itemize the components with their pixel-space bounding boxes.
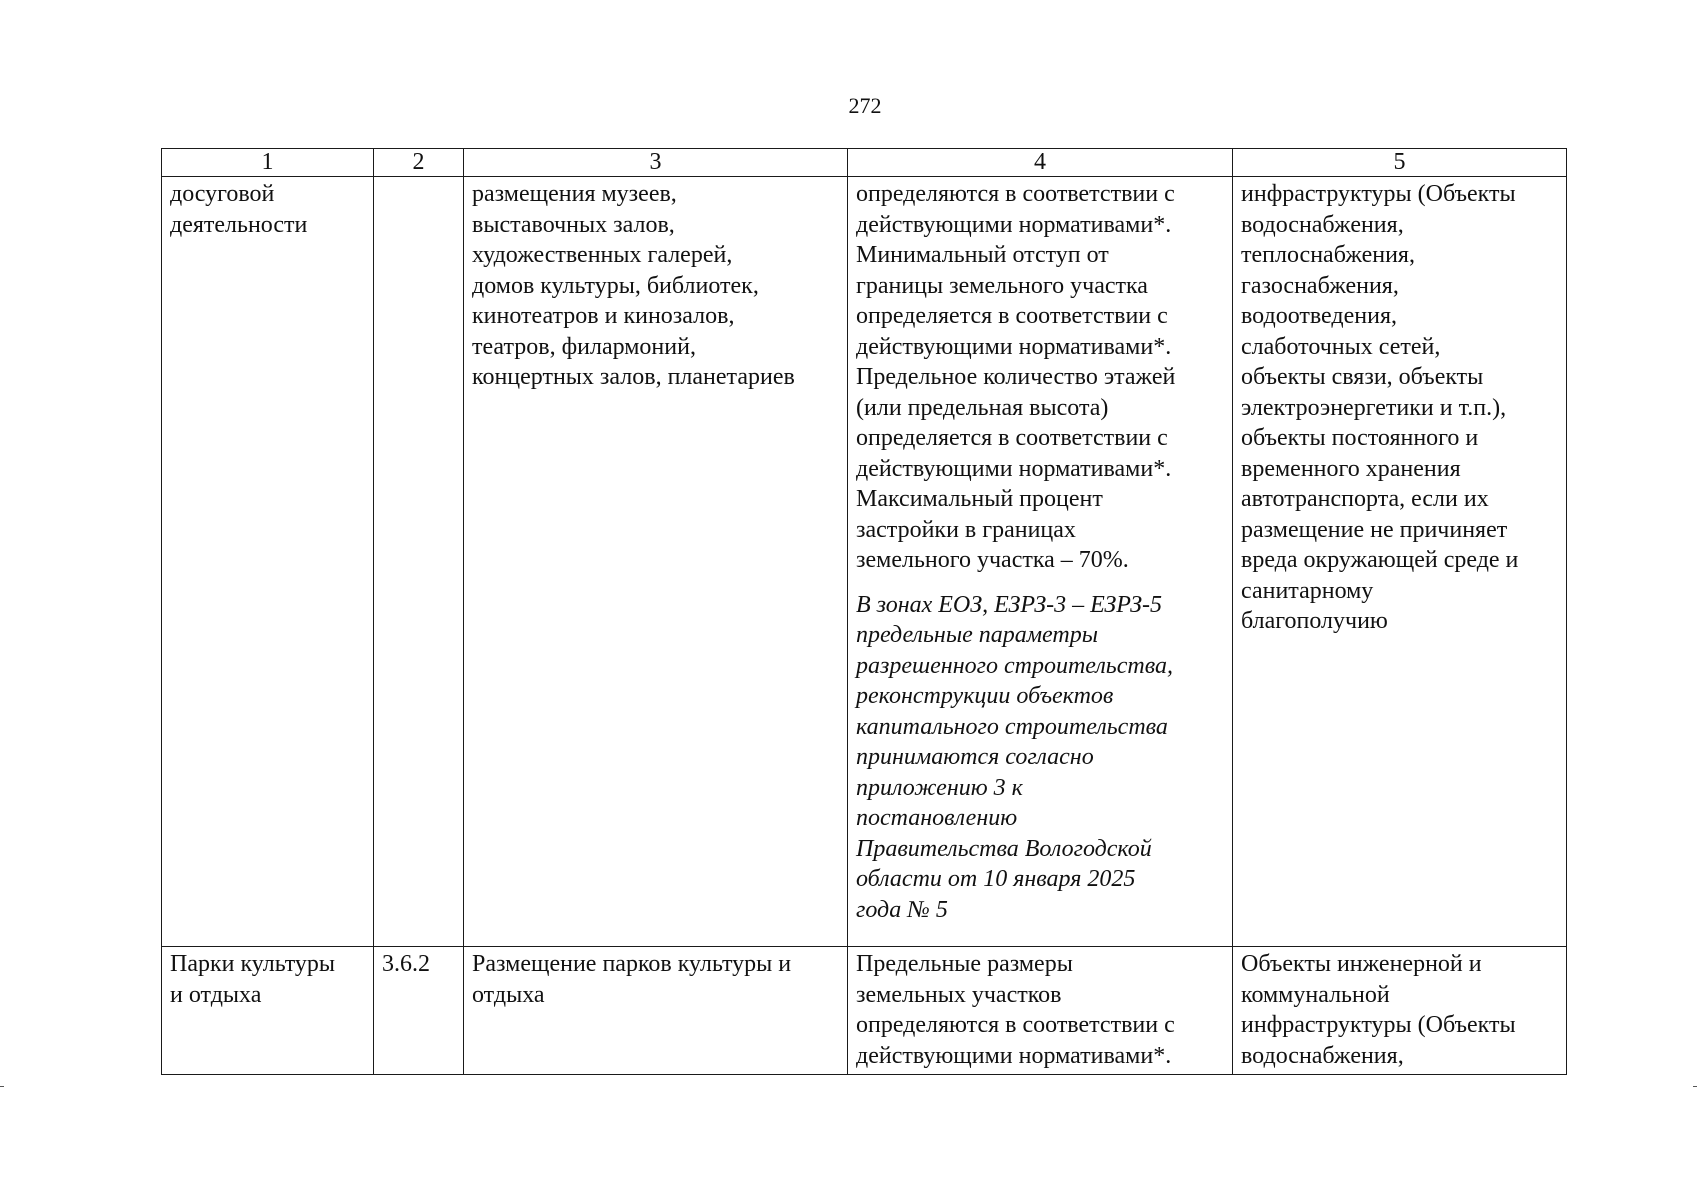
text-line: действующими нормативами*. — [856, 211, 1172, 238]
text-line: водоснабжения, — [1241, 1042, 1404, 1069]
text-line: инфраструктуры (Объекты — [1241, 1012, 1516, 1038]
text-line: благополучию — [1241, 608, 1388, 634]
text-line: границы земельного участка — [856, 272, 1148, 299]
text-line: инфраструктуры (Объекты — [1241, 181, 1516, 207]
text-line: домов культуры, библиотек, — [472, 272, 759, 299]
text-line: концертных залов, планетариев — [472, 364, 795, 390]
table-row — [162, 947, 1567, 1075]
text-line: деятельности — [170, 211, 308, 238]
text-line: 3.6.2 — [382, 951, 430, 977]
text-line: области от 10 января 2025 — [856, 866, 1136, 892]
text-line: Минимальный отступ от — [856, 242, 1109, 268]
text-line: автотранспорта, если их — [1241, 486, 1489, 512]
text-line: действующими нормативами*. — [856, 455, 1172, 482]
text-line: размещения музеев, — [472, 181, 677, 207]
column-header-1: 1 — [162, 149, 374, 177]
row2-code — [374, 947, 464, 1075]
text-line: действующими нормативами*. — [856, 333, 1172, 360]
text-line: постановлению — [856, 805, 1018, 831]
text-line: предельные параметры — [856, 622, 1098, 648]
text-line: реконструкции объектов — [856, 683, 1114, 709]
text-line: газоснабжения, — [1241, 272, 1399, 299]
text-line: объекты связи, объекты — [1241, 364, 1484, 390]
text-line: и отдыха — [170, 981, 262, 1008]
text-line: художественных галерей, — [472, 242, 733, 268]
column-header-2: 2 — [374, 149, 464, 177]
text-line: определяются в соответствии с — [856, 181, 1175, 207]
column-header-5: 5 — [1233, 149, 1567, 177]
text-line: объекты постоянного и — [1241, 425, 1479, 451]
text-line: отдыха — [472, 981, 545, 1008]
row2-description — [464, 947, 848, 1075]
row1-description — [464, 177, 848, 947]
text-line: приложению 3 к — [856, 774, 1023, 801]
text-line: действующими нормативами*. — [856, 1042, 1172, 1069]
text-line: размещение не причиняет — [1241, 516, 1508, 543]
row2-parameters — [848, 947, 1233, 1075]
text-line: разрешенного строительства, — [856, 652, 1173, 679]
row1-use-type — [162, 177, 374, 947]
text-line: принимаются согласно — [856, 744, 1094, 770]
text-line: слаботочных сетей, — [1241, 333, 1441, 360]
scan-edge-mark-right — [1693, 1086, 1697, 1087]
regulations-table — [161, 148, 1567, 1075]
text-line: Парки культуры — [170, 951, 336, 977]
italic-note — [856, 590, 1224, 926]
table-row — [162, 177, 1567, 947]
text-line: электроэнергетики и т.п.), — [1241, 394, 1507, 421]
row2-auxiliary-uses — [1233, 947, 1567, 1075]
text-line: временного хранения — [1241, 455, 1461, 482]
column-header-3: 3 — [464, 149, 848, 177]
column-header-4: 4 — [848, 149, 1233, 177]
text-line: водоотведения, — [1241, 303, 1397, 329]
text-line: вреда окружающей среде и — [1241, 547, 1519, 573]
text-line: Правительства Вологодской — [856, 835, 1152, 862]
text-line: Объекты инженерной и — [1241, 951, 1482, 977]
row1-parameters — [848, 177, 1233, 947]
text-line: года № 5 — [856, 896, 948, 923]
text-line: (или предельная высота) — [856, 394, 1109, 421]
text-line: определяется в соответствии с — [856, 303, 1168, 329]
parameters-text — [856, 179, 1224, 576]
text-line: коммунальной — [1241, 981, 1390, 1008]
text-line: театров, филармоний, — [472, 333, 696, 360]
page-number: 272 — [848, 93, 882, 118]
text-line: выставочных залов, — [472, 211, 675, 238]
text-line: санитарному — [1241, 577, 1374, 604]
text-line: земельных участков — [856, 981, 1062, 1008]
row1-auxiliary-uses — [1233, 177, 1567, 947]
scan-edge-mark-left — [0, 1086, 4, 1087]
row1-code — [374, 177, 464, 947]
text-line: досуговой — [170, 181, 275, 207]
text-line: земельного участка – 70%. — [856, 547, 1129, 573]
text-line: Предельное количество этажей — [856, 364, 1176, 390]
text-line: Размещение парков культуры и — [472, 951, 792, 977]
text-line: определяется в соответствии с — [856, 425, 1168, 451]
text-line: застройки в границах — [856, 516, 1076, 543]
row2-use-type — [162, 947, 374, 1075]
text-line: кинотеатров и кинозалов, — [472, 303, 735, 329]
text-line: водоснабжения, — [1241, 211, 1404, 238]
table-header-row — [162, 149, 1567, 177]
text-line: В зонах ЕОЗ, ЕЗРЗ-3 – ЕЗРЗ-5 — [856, 591, 1163, 618]
text-line: капитального строительства — [856, 713, 1168, 740]
text-line: Предельные размеры — [856, 951, 1073, 977]
text-line: Максимальный процент — [856, 486, 1103, 512]
text-line: теплоснабжения, — [1241, 242, 1415, 268]
text-line: определяются в соответствии с — [856, 1012, 1175, 1038]
